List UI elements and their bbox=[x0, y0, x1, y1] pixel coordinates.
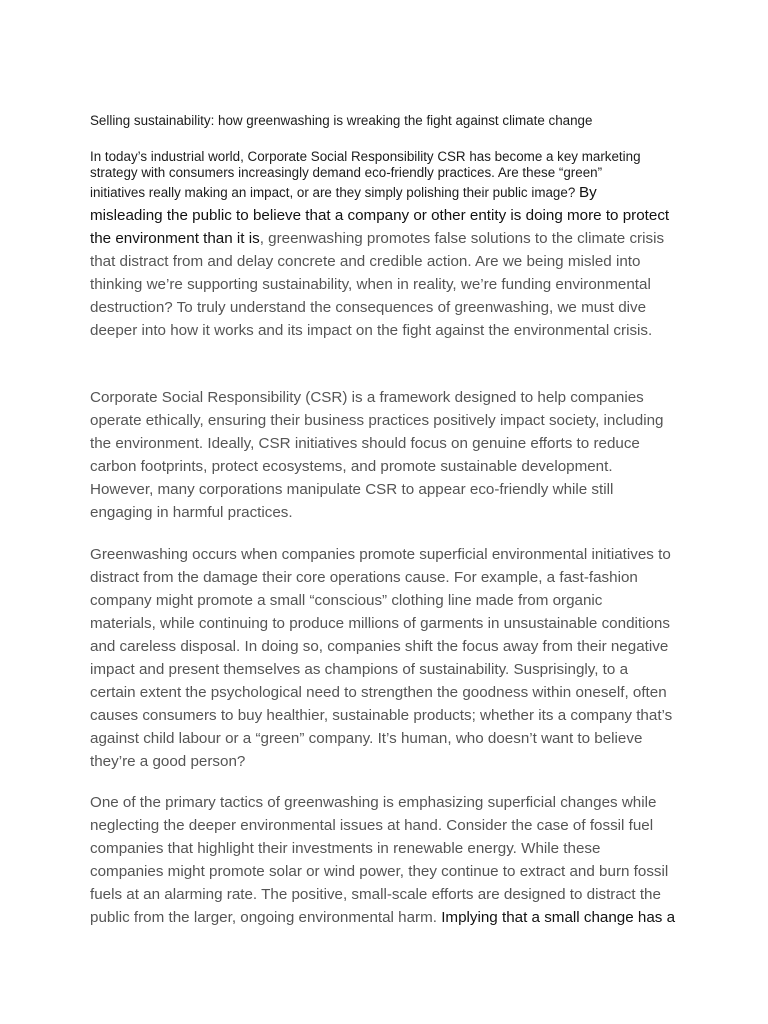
csr-line: operate ethically, ensuring their business practices positively impact society, including bbox=[90, 412, 664, 429]
tactics-paragraph bbox=[90, 791, 690, 929]
csr-line: carbon footprints, protect ecosystems, and promote sustainable development. bbox=[90, 458, 613, 475]
csr-line: However, many corporations manipulate CSR to appear eco-friendly while still bbox=[90, 481, 614, 498]
tactics-line: neglecting the deeper environmental issues at hand. Consider the case of fossil fuel bbox=[90, 817, 654, 834]
csr-line: the environment. Ideally, CSR initiatives should focus on genuine efforts to reduce bbox=[90, 435, 640, 452]
tactics-line-grey-part: public from the larger, ongoing environmental harm. bbox=[90, 909, 442, 926]
tactics-line-dark-part: Implying that a small change has a bbox=[441, 909, 676, 926]
intro-line: strategy with consumers increasingly demand eco-friendly practices. Are these “green” bbox=[90, 165, 603, 180]
greenwashing-line: certain extent the psychological need to strengthen the goodness within oneself, often bbox=[90, 684, 667, 701]
greenwashing-line: causes consumers to buy healthier, sustainable products; whether its a company that’s bbox=[90, 707, 673, 724]
intro-line: destruction? To truly understand the consequences of greenwashing, we must dive bbox=[90, 299, 647, 316]
greenwashing-paragraph bbox=[90, 543, 690, 773]
intro-line-grey-part: , greenwashing promotes false solutions to the climate crisis bbox=[259, 230, 665, 247]
document-title: Selling sustainability: how greenwashing is wreaking the fight against climate change bbox=[90, 113, 593, 128]
greenwashing-line: they’re a good person? bbox=[90, 753, 246, 770]
intro-line-dark-part: the environment than it is bbox=[90, 230, 260, 247]
greenwashing-line: and careless disposal. In doing so, companies shift the focus away from their negative bbox=[90, 638, 669, 655]
tactics-line-mixed bbox=[90, 906, 690, 929]
tactics-line: One of the primary tactics of greenwashing is emphasizing superficial changes while bbox=[90, 794, 657, 811]
greenwashing-line: distract from the damage their core operations cause. For example, a fast-fashion bbox=[90, 569, 638, 586]
greenwashing-line: company might promote a small “conscious” clothing line made from organic bbox=[90, 592, 603, 609]
greenwashing-line: materials, while continuing to produce millions of garments in unsustainable conditions bbox=[90, 615, 670, 632]
intro-paragraph bbox=[90, 149, 690, 342]
greenwashing-line: impact and present themselves as champions of sustainability. Susprisingly, to a bbox=[90, 661, 629, 678]
greenwashing-line: Greenwashing occurs when companies promote superficial environmental initiatives to bbox=[90, 546, 671, 563]
greenwashing-line: against child labour or a “green” company. It’s human, who doesn’t want to believe bbox=[90, 730, 643, 747]
intro-line: misleading the public to believe that a company or other entity is doing more to protect bbox=[90, 207, 670, 224]
csr-paragraph bbox=[90, 386, 690, 524]
intro-line: thinking we’re supporting sustainability, when in reality, we’re funding environmental bbox=[90, 276, 651, 293]
intro-line: deeper into how it works and its impact on the fight against the environmental crisis. bbox=[90, 322, 653, 339]
tactics-line: companies might promote solar or wind power, they continue to extract and burn fossil bbox=[90, 863, 669, 880]
tactics-line: fuels at an alarming rate. The positive, small-scale efforts are designed to distract the bbox=[90, 886, 661, 903]
intro-line-small-part: initiatives really making an impact, or are they simply polishing their public image? bbox=[90, 185, 579, 200]
intro-line: In today’s industrial world, Corporate Social Responsibility CSR has become a key marketing bbox=[90, 149, 641, 164]
csr-line: Corporate Social Responsibility (CSR) is a framework designed to help companies bbox=[90, 389, 644, 406]
tactics-line: companies that highlight their investments in renewable energy. While these bbox=[90, 840, 601, 857]
intro-line-big-part: By bbox=[578, 184, 597, 201]
intro-line-mixed bbox=[90, 227, 690, 250]
csr-line: engaging in harmful practices. bbox=[90, 504, 293, 521]
intro-line-mixed bbox=[90, 181, 690, 204]
intro-line: that distract from and delay concrete and credible action. Are we being misled into bbox=[90, 253, 641, 270]
